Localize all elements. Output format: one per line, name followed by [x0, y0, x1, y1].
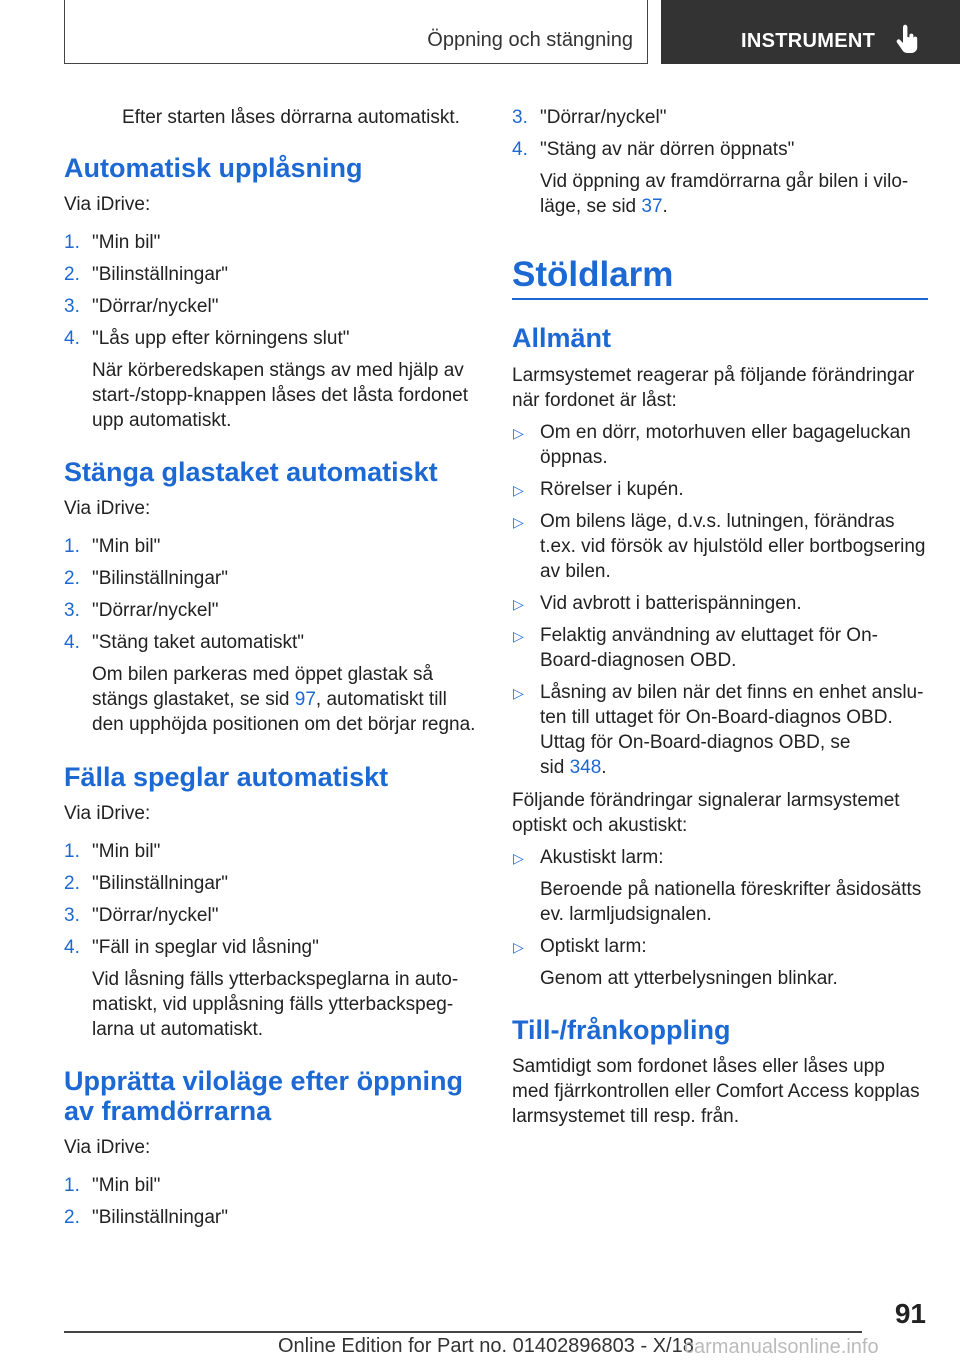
chapter-tab	[64, 0, 648, 64]
list-item: 4.	[64, 937, 80, 958]
list-item-text: "Min bil"	[92, 841, 161, 862]
section-title: INSTRUMENT	[741, 30, 876, 52]
bullet-text: sid 348.	[540, 757, 607, 778]
chapter-title: Öppning och stängning	[427, 29, 633, 51]
paragraph-line: larmsystemet till resp. från.	[512, 1106, 739, 1127]
list-item: 3.	[64, 905, 80, 926]
list-item: 2.	[64, 568, 80, 589]
list-item-text: "Bilinställningar"	[92, 264, 228, 285]
bullet-text: Vid avbrott i batterispänningen.	[540, 593, 802, 614]
list-item-text: "Stäng taket automatiskt"	[92, 632, 305, 653]
step-note: matiskt, vid upplåsning fälls ytterbackspeg‐	[92, 994, 454, 1015]
paragraph-line: med fjärrkontrollen eller Comfort Access kopplas	[512, 1081, 920, 1102]
heading-falla-speglar: Fälla speglar automatiskt	[64, 762, 389, 792]
bullet-icon: ▷	[513, 628, 524, 644]
bullet-icon: ▷	[513, 482, 524, 498]
bullet-icon: ▷	[513, 685, 524, 701]
step-note: start-/stopp-knappen låses det låsta fordonet	[92, 385, 469, 406]
via-idrive: Via iDrive:	[64, 498, 151, 519]
heading-allmant: Allmänt	[512, 323, 612, 353]
step-note: När körberedskapen stängs av med hjälp av	[92, 360, 464, 381]
step-note: stängs glastaket, se sid 97, automatiskt till	[92, 689, 447, 710]
step-note: den upphöjda positionen om det börjar regna.	[92, 714, 476, 735]
via-idrive: Via iDrive:	[64, 194, 151, 215]
list-item-text: "Dörrar/nyckel"	[92, 296, 219, 317]
list-item-text: "Bilinställningar"	[92, 1207, 228, 1228]
bullet-text: ten till uttaget för On-Board-diagnos OBD.	[540, 707, 893, 728]
paragraph-line: när fordonet är låst:	[512, 390, 677, 411]
list-item-text: "Stäng av när dörren öppnats"	[540, 139, 795, 160]
bullet-text: Uttag för On-Board-diagnos OBD, se	[540, 732, 851, 753]
intro-text: Efter starten låses dörrarna automatiskt.	[122, 107, 460, 128]
bullet-icon: ▷	[513, 939, 524, 955]
list-item-text: "Min bil"	[92, 536, 161, 557]
paragraph-line: Följande förändringar signalerar larmsystemet	[512, 790, 900, 811]
heading-upprata-vilolage: Upprätta viloläge efter öppning	[64, 1066, 464, 1096]
list-item: 4.	[64, 328, 80, 349]
bullet-text: Akustiskt larm:	[540, 847, 664, 868]
step-note: Vid låsning fälls ytterbackspeglarna in auto‐	[92, 969, 459, 990]
bullet-icon: ▷	[513, 514, 524, 530]
heading-upprata-vilolage-line2: av framdörrarna	[64, 1096, 272, 1126]
bullet-text: Om bilens läge, d.v.s. lutningen, förändras	[540, 511, 895, 532]
page-link-97[interactable]: 97	[294, 689, 316, 710]
bullet-note: ev. larmljudsignalen.	[540, 904, 712, 925]
bullet-text: Om en dörr, motorhuven eller bagageluckan	[540, 422, 911, 443]
footer-rule	[64, 1331, 862, 1333]
list-item: 3.	[64, 600, 80, 621]
step-note: larna ut automatiskt.	[92, 1019, 264, 1040]
via-idrive: Via iDrive:	[64, 803, 151, 824]
list-item-text: "Dörrar/nyckel"	[92, 600, 219, 621]
list-item-text: "Dörrar/nyckel"	[92, 905, 219, 926]
bullet-text: öppnas.	[540, 447, 608, 468]
bullet-icon: ▷	[513, 425, 524, 441]
heading-automatisk-upplasning: Automatisk upplåsning	[64, 153, 363, 183]
list-item: 1.	[64, 1175, 80, 1196]
bullet-text: Felaktig användning av eluttaget för On-	[540, 625, 878, 646]
list-item-text: "Bilinställningar"	[92, 873, 228, 894]
footer-edition: Online Edition for Part no. 01402896803 - X/18	[278, 1335, 694, 1357]
list-item: 3.	[512, 107, 528, 128]
page-number: 91	[894, 1298, 926, 1329]
list-item: 2.	[64, 264, 80, 285]
bullet-text: Board-diagnosen OBD.	[540, 650, 737, 671]
hand-pointer-icon	[892, 24, 922, 54]
bullet-text: Optiskt larm:	[540, 936, 647, 957]
paragraph-line: Samtidigt som fordonet låses eller låses upp	[512, 1056, 885, 1077]
paragraph-line: Larmsystemet reagerar på följande förändringar	[512, 365, 915, 386]
bullet-text: Rörelser i kupén.	[540, 479, 684, 500]
list-item-text: "Min bil"	[92, 232, 161, 253]
heading-till-frankoppling: Till-/frånkoppling	[512, 1015, 731, 1045]
list-item: 1.	[64, 841, 80, 862]
list-item-text: "Dörrar/nyckel"	[540, 107, 667, 128]
bullet-icon: ▷	[513, 596, 524, 612]
list-item: 4.	[512, 139, 528, 160]
list-item-text: "Bilinställningar"	[92, 568, 228, 589]
via-idrive: Via iDrive:	[64, 1137, 151, 1158]
list-item-text: "Fäll in speglar vid låsning"	[92, 937, 319, 958]
bullet-icon: ▷	[513, 850, 524, 866]
paragraph-line: optiskt och akustiskt:	[512, 815, 688, 836]
list-item: 2.	[64, 873, 80, 894]
list-item-text: "Lås upp efter körningens slut"	[92, 328, 350, 349]
step-note: upp automatiskt.	[92, 410, 232, 431]
watermark: carmanualsonline.info	[684, 1336, 879, 1358]
list-item: 1.	[64, 232, 80, 253]
page-link-37[interactable]: 37	[641, 196, 663, 217]
bullet-text: Låsning av bilen när det finns en enhet anslu‐	[540, 682, 924, 703]
list-item-text: "Min bil"	[92, 1175, 161, 1196]
section-tab	[661, 0, 960, 64]
page-link-348[interactable]: 348	[569, 757, 602, 778]
heading-stoldlarm: Stöldlarm	[512, 255, 674, 294]
step-note: läge, se sid 37.	[540, 196, 668, 217]
step-note: Om bilen parkeras med öppet glastak så	[92, 664, 434, 685]
heading-rule	[512, 298, 928, 300]
bullet-text: av bilen.	[540, 561, 611, 582]
list-item: 3.	[64, 296, 80, 317]
heading-stanga-glastaket: Stänga glastaket automatiskt	[64, 457, 438, 487]
list-item: 1.	[64, 536, 80, 557]
list-item: 2.	[64, 1207, 80, 1228]
bullet-note: Beroende på nationella föreskrifter åsidosätts	[540, 879, 922, 900]
bullet-note: Genom att ytterbelysningen blinkar.	[540, 968, 838, 989]
bullet-text: t.ex. vid försök av hjulstöld eller bortbogsering	[540, 536, 926, 557]
list-item: 4.	[64, 632, 80, 653]
step-note: Vid öppning av framdörrarna går bilen i vilo‐	[540, 171, 909, 192]
